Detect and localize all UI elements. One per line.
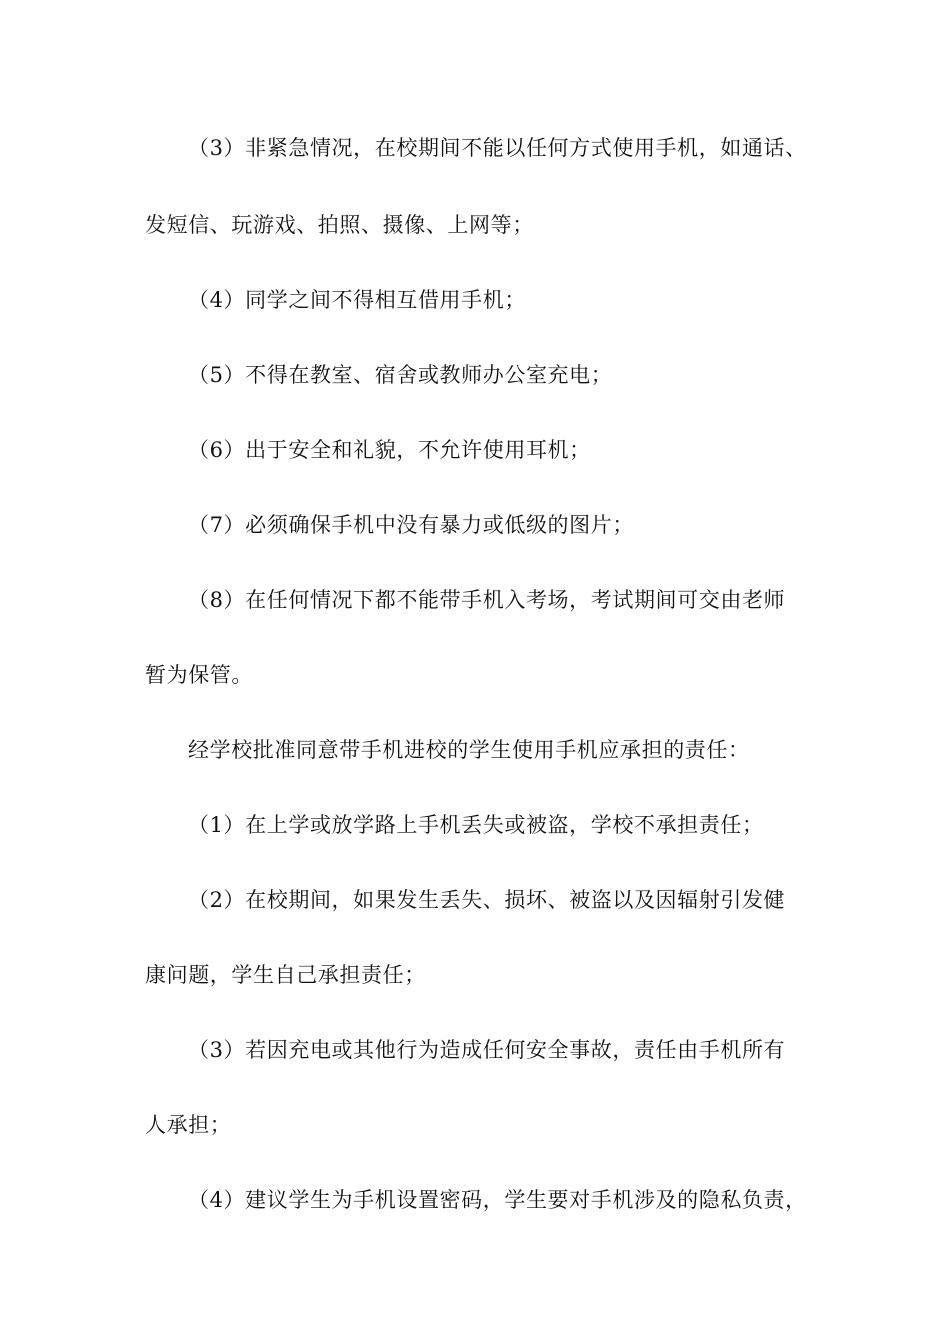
- paragraph-line: （2）在校期间，如果发生丢失、损坏、被盗以及因辐射引发健: [188, 888, 786, 912]
- paragraph-line: 经学校批准同意带手机进校的学生使用手机应承担的责任：: [188, 738, 750, 762]
- paragraph-line: （6）出于安全和礼貌，不允许使用耳机；: [188, 438, 591, 462]
- paragraph-line: 康问题，学生自己承担责任；: [145, 963, 426, 987]
- paragraph-line: （3）非紧急情况，在校期间不能以任何方式使用手机，如通话、: [188, 136, 807, 160]
- paragraph-line: （4）同学之间不得相互借用手机；: [188, 288, 526, 312]
- paragraph-line: 发短信、玩游戏、拍照、摄像、上网等；: [145, 213, 534, 237]
- paragraph-line: 人承担；: [145, 1113, 232, 1137]
- paragraph-line: （7）必须确保手机中没有暴力或低级的图片；: [188, 513, 634, 537]
- paragraph-line: （4）建议学生为手机设置密码，学生要对手机涉及的隐私负责，: [188, 1188, 807, 1212]
- paragraph-line: （1）在上学或放学路上手机丢失或被盗，学校不承担责任；: [188, 813, 764, 837]
- paragraph-line: （8）在任何情况下都不能带手机入考场，考试期间可交由老师: [188, 588, 786, 612]
- paragraph-line: （3）若因充电或其他行为造成任何安全事故，责任由手机所有: [188, 1038, 786, 1062]
- paragraph-line: （5）不得在教室、宿舍或教师办公室充电；: [188, 363, 613, 387]
- paragraph-line: 暂为保管。: [145, 663, 253, 687]
